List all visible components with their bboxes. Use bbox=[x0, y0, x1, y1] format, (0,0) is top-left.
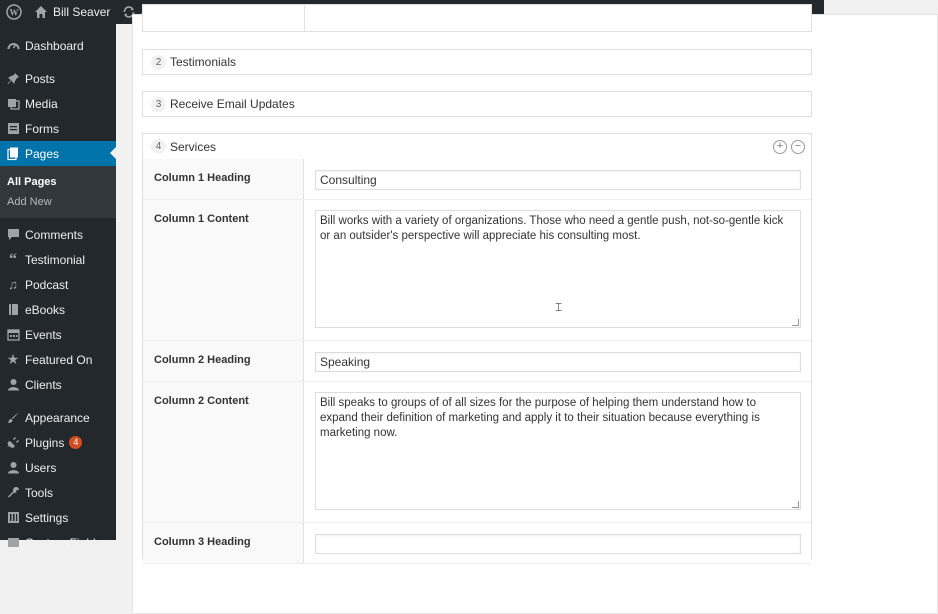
site-name-link[interactable] bbox=[28, 0, 116, 24]
menu-label: Settings bbox=[25, 510, 69, 525]
menu-posts[interactable] bbox=[0, 66, 116, 91]
menu-users[interactable] bbox=[0, 455, 116, 480]
home-icon bbox=[34, 5, 48, 19]
pin-icon bbox=[6, 72, 20, 86]
resize-grip-icon[interactable] bbox=[792, 501, 799, 508]
menu-appearance[interactable] bbox=[0, 405, 116, 430]
plug-icon bbox=[6, 436, 20, 450]
menu-label: eBooks bbox=[25, 302, 66, 317]
menu-forms[interactable] bbox=[0, 116, 116, 141]
remove-row-icon[interactable]: − bbox=[791, 140, 805, 154]
pages-submenu bbox=[0, 166, 116, 218]
dashboard-icon bbox=[6, 39, 20, 53]
forms-icon bbox=[6, 122, 20, 136]
field-label: Column 2 Content bbox=[143, 382, 304, 522]
plugins-update-badge: 4 bbox=[69, 436, 82, 449]
menu-media[interactable] bbox=[0, 91, 116, 116]
menu-dashboard[interactable] bbox=[0, 33, 116, 58]
menu-custom-fields[interactable] bbox=[0, 530, 116, 555]
menu-label: Forms bbox=[25, 121, 59, 136]
menu-label: Featured On bbox=[25, 352, 93, 367]
wrench-icon bbox=[6, 486, 20, 500]
users-icon bbox=[6, 461, 20, 475]
menu-label: Custom Fields bbox=[25, 535, 102, 550]
svg-text:W: W bbox=[9, 7, 19, 18]
col2-heading-input[interactable]: Speaking bbox=[315, 352, 801, 372]
field-col3-heading bbox=[143, 523, 811, 564]
submenu-all-pages[interactable]: All Pages bbox=[7, 176, 57, 188]
pages-icon bbox=[6, 147, 20, 161]
menu-label: Clients bbox=[25, 377, 62, 392]
field-col2-content bbox=[143, 382, 811, 523]
add-row-icon[interactable]: + bbox=[773, 140, 787, 154]
col3-heading-input[interactable] bbox=[315, 534, 801, 554]
menu-testimonial[interactable] bbox=[0, 247, 116, 272]
row-title: Testimonials bbox=[170, 55, 237, 69]
fields-icon bbox=[6, 536, 20, 550]
main-content bbox=[116, 24, 824, 548]
menu-events[interactable] bbox=[0, 322, 116, 347]
menu-tools[interactable] bbox=[0, 480, 116, 505]
col1-heading-input[interactable]: Consulting bbox=[315, 170, 801, 190]
menu-comments[interactable] bbox=[0, 222, 116, 247]
col1-content-text: Bill works with a variety of organizations. Those who need a gentle push, not-so-gentle kick or an outsider's perspective will appreciate his consulting most. bbox=[320, 215, 784, 242]
row-number: 4 bbox=[151, 139, 166, 154]
field-label: Column 3 Heading bbox=[143, 523, 304, 563]
menu-label: Plugins bbox=[25, 435, 65, 450]
user-icon bbox=[6, 378, 20, 392]
settings-icon bbox=[6, 511, 20, 525]
row-number: 2 bbox=[151, 55, 166, 70]
menu-label: Events bbox=[25, 327, 62, 342]
field-label: Column 1 Heading bbox=[143, 159, 304, 199]
menu-label: Media bbox=[25, 96, 58, 111]
music-icon: ♫ bbox=[8, 277, 18, 292]
field-label: Column 1 Content bbox=[143, 200, 304, 340]
site-name: Bill Seaver bbox=[53, 5, 111, 19]
menu-label: Comments bbox=[25, 227, 84, 242]
menu-featured-on[interactable] bbox=[0, 347, 116, 372]
submenu-add-new[interactable]: Add New bbox=[7, 196, 52, 208]
menu-label: Users bbox=[25, 460, 57, 475]
resize-grip-icon[interactable] bbox=[792, 319, 799, 326]
comments-icon bbox=[6, 228, 20, 242]
star-icon: ★ bbox=[6, 351, 20, 367]
col2-content-text: Bill speaks to groups of of all sizes for the purpose of helping them understand how to expand their definition of marketing and apply it to their situation because everything is marketing now. bbox=[320, 397, 760, 439]
row-title: Receive Email Updates bbox=[170, 97, 295, 111]
calendar-icon bbox=[6, 328, 20, 342]
layout-row-testimonials[interactable] bbox=[142, 49, 812, 75]
book-icon bbox=[6, 303, 20, 317]
menu-ebooks[interactable] bbox=[0, 297, 116, 322]
field-col1-content bbox=[143, 200, 811, 341]
menu-clients[interactable] bbox=[0, 372, 116, 397]
field-col2-heading bbox=[143, 341, 811, 382]
menu-label: Posts bbox=[25, 71, 56, 86]
media-icon bbox=[6, 97, 20, 111]
menu-pages[interactable] bbox=[0, 141, 116, 166]
menu-label: Testimonial bbox=[25, 252, 86, 267]
menu-label: Pages bbox=[25, 146, 60, 161]
row-title: Services bbox=[170, 139, 217, 154]
text-cursor-icon: ⌶ bbox=[555, 300, 563, 314]
wordpress-icon bbox=[6, 4, 22, 20]
quote-icon: “ bbox=[9, 250, 17, 268]
row-number: 3 bbox=[151, 97, 166, 112]
services-fields bbox=[142, 159, 812, 559]
layout-row-partial bbox=[142, 4, 812, 32]
menu-label: Tools bbox=[25, 485, 54, 500]
brush-icon bbox=[6, 411, 20, 425]
menu-settings[interactable] bbox=[0, 505, 116, 530]
layout-row-services[interactable] bbox=[142, 133, 812, 159]
admin-sidebar bbox=[0, 24, 116, 550]
menu-label: Appearance bbox=[25, 410, 90, 425]
col2-content-textarea[interactable] bbox=[315, 392, 801, 510]
menu-label: Dashboard bbox=[25, 38, 84, 53]
menu-label: Podcast bbox=[25, 277, 69, 292]
field-label: Column 2 Heading bbox=[143, 341, 304, 381]
menu-podcast[interactable] bbox=[0, 272, 116, 297]
layout-row-email-updates[interactable] bbox=[142, 91, 812, 117]
field-col1-heading bbox=[143, 159, 811, 200]
wordpress-logo-button[interactable] bbox=[0, 0, 28, 24]
menu-plugins[interactable] bbox=[0, 430, 116, 455]
